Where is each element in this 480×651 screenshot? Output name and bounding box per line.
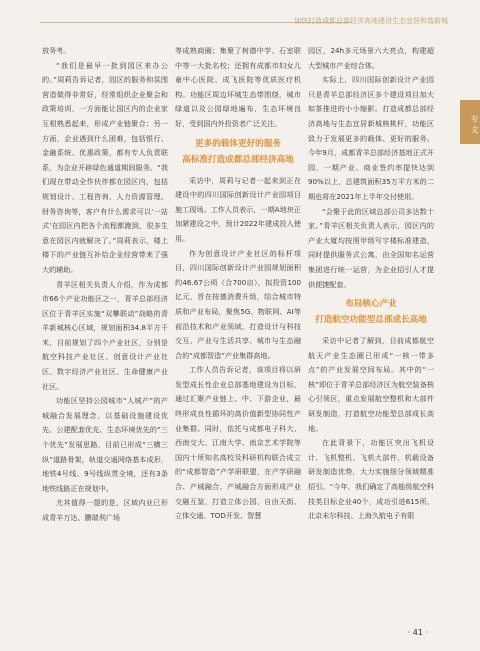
paragraph: 采访中记者了解到，目前成都航空航天产业生态圈已形成“一核一带多点”的产业发展空间布局。其中的“一核”即位于青羊总部经济区为航空装备核心引领区，重点发展航空整机和大部件研发制造，打造航空功能型总部成长高地。	[308, 336, 434, 433]
running-title: 加快打造成都总部经济高地建设生态宜居和谐新城	[294, 17, 448, 25]
section-subheading	[308, 296, 434, 328]
paragraph: “我们是最早一批到园区来办公的。”周莉告诉记者，园区的服务和氛围营造做得非常好，经常组织企业聚会和政策培训，一方面能让园区内的企业家互相熟悉起来，形成产业链聚合；另一方面，企业遇到什么困难，包括银行、金融系统、优惠政策，都有专人负责联系，为企业开辟绿色通道期间服务。“我们现在带动全作伙伴都在园区内，包括规划设计、工程咨询、人力资源管理、财务咨询等，客户有什么需求可以‘一站式’在园区内把各个流程都跑到，很多生意在园区内就解决了。”周莉表示，楼上楼下的产业链互补给企业经营带来了强大的辅助。	[42, 60, 168, 274]
paragraph: 放务考。	[42, 46, 71, 55]
section-subheading	[175, 136, 301, 168]
running-header	[40, 16, 462, 28]
paragraph: 实际上，四川国际创新设计产业园只是青羊总部经济区多个建设项目加大如茶推进的小小缩影。打造成都总部经济高地与生态宜居新城核桃杆，功能区致力于发展更多的载体、更好的服务。今年9月，成都青羊总部经济基地正式开园，一期产业、商业签约率提快达到90%以上，总建筑面积35万平方米的二期也将在2021年上半年交付使用。	[308, 75, 434, 201]
paragraph: “会聚于此的区域总部公司多达数十家。”青羊区相关负责人表示，园区内的产业大厦均按照甲级写字楼标准建造，同时提供服务式公寓，由全国知名运营集团进行统一运营，为企业招引人才提供便捷配套。	[308, 206, 434, 289]
subheading-line-2: 打造航空功能型总部成长高地	[315, 315, 427, 326]
page-number: · 41 ·	[407, 628, 428, 637]
paragraph: 功能区坚持公园城市“人城产”的产城融合发展理念，以基础设施建设优先、公建配套优先、生态环境优先的“三个优先”发展思路，目前已形成“三横三纵”道路骨架，轨道交通网络基本成形，地铁4号线、9号线纵贯全境，还有3条地铁线路正在规划中。	[42, 396, 168, 493]
paragraph: 等成熟商圈；集聚了树德中学、石室联中等一大批名校；还拥有成都市妇女儿童中心医院、成飞医院等优质医疗机构。功能区周边环城生态带围绕，城市绿道以及公园绿地遍布，生态环境良好，受到国内外投资者广泛关注。	[175, 46, 301, 128]
paragraph: 青羊区相关负责人介绍，作为成都市66个产业功能区之一，青羊总部经济区位于青羊区实施“双攀联动”战略的青羊新城核心区域，规划面积34.8平方千米，目前规划了四个产业社区，分别是航空科技产业社区、创意设计产业社区、数字经济产业社区、生命健康产业社区。	[42, 279, 168, 391]
subheading-line-1: 布局核心产业	[345, 299, 397, 310]
column-3	[308, 44, 434, 524]
paragraph: 园区，24h多元场景六大亮点，构建超大型城市产业综合体。	[308, 46, 434, 70]
subheading-line-1: 更多的载体更好的服务	[195, 138, 281, 149]
column-2	[175, 44, 301, 524]
paragraph: 工作人员告诉记者，该项目将以研发型成长性企业总部基地建设为目标，通过汇聚产业链上、中、下游企业，最终形成良性循环的高价值新型协同性产业集群。同时，依托与成都电子科大、西南交大、江南大学、南京艺术学院等国内十所知名高校及科研机构联合成立的“成都智造”产学研联盟，在产学研融合、产城融合、产城融合方面形成产业交融互鉴，打造立体公园、自由天街、立体交通、TOD开发、智慧	[175, 365, 301, 521]
column-1	[42, 44, 168, 526]
paragraph: 采访中，周莉与记者一起来到正在建设中的四川国际创新设计产业园项目施工现场。工作人员表示，一期A地块正加紧建设之中，预计2022年建成投入使用。	[175, 175, 301, 243]
paragraph: 尤其值得一提的是，区域内业已形成青羊万达、鹏瑞利广场	[42, 498, 168, 522]
subheading-line-2: 高标准打造成都总部经济高地	[182, 154, 294, 165]
paragraph: 作为创意设计产业社区的标杆项目，四川国际创新设计产业园规划面积约46.67公顷（合700亩），拟投资100亿元，旨在按德消费升级，结合城市特质和产业布局，聚焦5G、物联网、AI等前沿技术和产业领域，打造设计与科技交互、产业与生活共享、城市与生态融合的“成都智造”产业集群高地。	[175, 248, 301, 360]
paragraph: 在此背景下，功能区突出飞机设计、飞机整机、飞机大部件、机载设备研发制造优势，大力实施细分领域精准招引。“今年，我们确定了高能级航空科技类目标企业40个，成功引进615所、北京未尔科技、上海久航电子有限	[308, 438, 434, 521]
section-tab: 专 文	[460, 100, 480, 144]
